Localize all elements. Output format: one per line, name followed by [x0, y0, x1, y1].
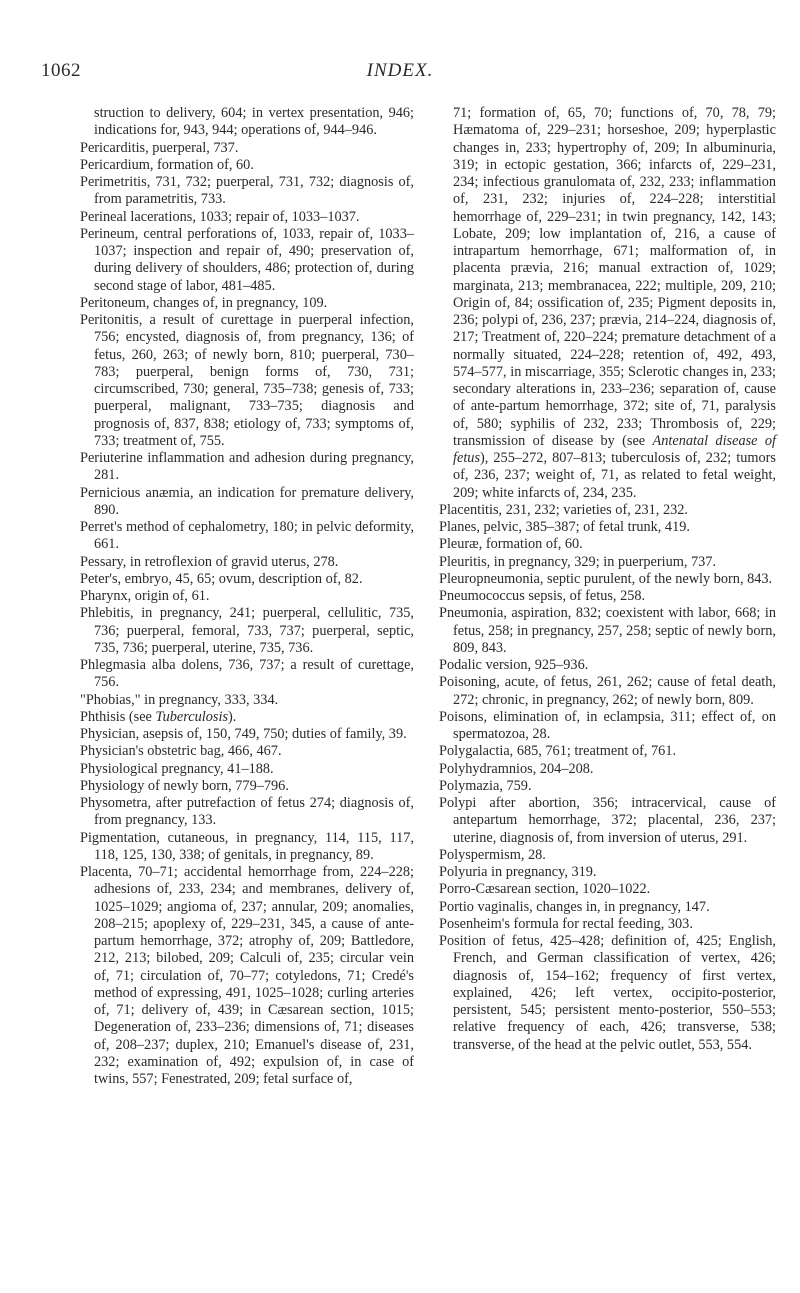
index-entry: Pigmentation, cutaneous, in pregnancy, 114, 115, 117, 118, 125, 130, 338; of genitals, in pregnancy, 89. — [80, 829, 414, 863]
index-entry: Perineum, central perforations of, 1033, repair of, 1033–1037; inspection and repair of, 490; preservation of, during delivery of shoulders, 486; protection of, during second stage of labor, 481–485. — [80, 225, 414, 294]
index-entry: Peter's, embryo, 45, 65; ovum, description of, 82. — [80, 570, 363, 587]
index-entry: Perimetritis, 731, 732; puerperal, 731, 732; diagnosis of, from parametritis, 733. — [80, 174, 414, 208]
running-title: INDEX. — [366, 60, 434, 81]
index-entry: Perret's method of cephalometry, 180; in pelvic deformity, 661. — [80, 519, 414, 553]
index-entry: Poisoning, acute, of fetus, 261, 262; cause of fetal death, 272; chronic, in pregnancy, 262; of newly born, 809. — [439, 674, 776, 708]
index-entry: Polyhydramnios, 204–208. — [439, 760, 594, 777]
index-entry: Phlebitis, in pregnancy, 241; puerperal, cellulitic, 735, 736; puerperal, femoral, 733, 737; puerperal, septic, 735, 736; puerperal, uterine, 735, 736. — [80, 605, 414, 656]
index-entry: Physician's obstetric bag, 466, 467. — [80, 743, 282, 760]
index-entry: Portio vaginalis, changes in, in pregnancy, 147. — [439, 898, 710, 915]
index-entry: Periuterine inflammation and adhesion during pregnancy, 281. — [80, 450, 414, 484]
index-entry: Peritonitis, a result of curettage in puerperal infection, 756; encysted, diagnosis of, from pregnancy, 136; of fetus, 260, 263; of newly born, 810; puerperal, 730–783; puerperal, benign forms of, 730, 731; circumscribed, 730; general, 735–738; genesis of, 733; puerperal, malignant, 733–735; diagnosis and prognosis of, 837, 838; etiology of, 733; symptoms of, 733; treatment of, 755. — [80, 312, 414, 449]
index-entry: Poisons, elimination of, in eclampsia, 311; effect of, on spermatozoa, 28. — [439, 708, 776, 742]
index-entry: Physiological pregnancy, 41–188. — [80, 760, 274, 777]
index-entry: Placenta, 70–71; accidental hemorrhage from, 224–228; adhesions of, 233, 234; and membranes, delivery of, 1025–1029; angioma of, 237; annular, 209; anomalies, 208–215; apoplexy of, 229–231, 345, a cause of ante-partum hemorrhage, 372; atrophy of, 209; Battledore, 212, 213; bilobed, 209; Calculi of, 235; circular vein of, 71; circulation of, 70–77; cotyledons, 71; Credé's method of expressing, 491, 1025–1028; curling arteries of, 71; delivery of, 439; in Cæsarean section, 1015; Degeneration of, 233–236; dimensions of, 71; diseases of, 208–237; duplex, 210; Emanuel's disease of, 231, 232; examination of, 492; expulsion of, in case of twins, 557; Fenestrated, 209; fetal surface of, — [80, 864, 414, 1087]
index-entry: Pleuræ, formation of, 60. — [439, 536, 583, 553]
index-entry: Position of fetus, 425–428; definition of, 425; English, French, and German classification of vertex, 426; diagnosis of, 154–162; frequency of first vertex, explained, 426; left vertex, occipito-posterior, persistent, 545; persistent mento-posterior, 550–553; relative frequency of each, 426; transverse, 538; transverse, of the head at the pelvic outlet, 553, 554. — [439, 933, 776, 1053]
index-entry: struction to delivery, 604; in vertex presentation, 946; indications for, 943, 944; operations of, 944–946. — [94, 105, 414, 139]
index-entry: Pernicious anæmia, an indication for premature delivery, 890. — [80, 484, 414, 518]
index-entry: Pessary, in retroflexion of gravid uterus, 278. — [80, 553, 339, 570]
index-entry: Physometra, after putrefaction of fetus 274; diagnosis of, from pregnancy, 133. — [80, 795, 414, 829]
index-entry: Polyuria in pregnancy, 319. — [439, 864, 597, 880]
index-entry: Perineal lacerations, 1033; repair of, 1033–1037. — [80, 208, 360, 225]
index-entry: Pharynx, origin of, 61. — [80, 588, 210, 604]
index-entry: Pneumococcus sepsis, of fetus, 258. — [439, 588, 646, 604]
index-entry: Phlegmasia alba dolens, 736, 737; a result of curettage, 756. — [80, 657, 414, 691]
index-entry: Pleuropneumonia, septic purulent, of the newly born, 843. — [439, 570, 773, 587]
index-entry: Polygalactia, 685, 761; treatment of, 761. — [439, 743, 677, 760]
index-entry: Pleuritis, in pregnancy, 329; in puerperium, 737. — [439, 553, 717, 570]
index-entry: Pericardium, formation of, 60. — [80, 156, 254, 173]
index-entry: Phthisis (see Tuberculosis). — [80, 708, 237, 725]
left-column — [80, 105, 414, 1088]
index-entry: Podalic version, 925–936. — [439, 657, 589, 673]
index-entry: Physician, asepsis of, 150, 749, 750; duties of family, 39. — [80, 726, 407, 742]
index-entry: Pericarditis, puerperal, 737. — [80, 139, 239, 156]
index-entry: Polypi after abortion, 356; intracervical, cause of antepartum hemorrhage, 372; placental, 236, 237; uterine, diagnosis of, from inversion of uterus, 291. — [439, 795, 776, 846]
page-number: 1062 — [41, 60, 81, 81]
index-entry: Porro-Cæsarean section, 1020–1022. — [439, 881, 651, 898]
right-column — [439, 105, 776, 1054]
index-entry: 71; formation of, 65, 70; functions of, 70, 78, 79; Hæmatoma of, 229–231; horseshoe, 209; hyperplastic changes in, 233; hypertrophy of, 209; In albuminuria, 319; in ectopic gestation, 366; infarcts of, 229–231, 234; infectious granulomata of, 232, 233; inflammation of, 231, 232; injuries of, 224–228; interstitial hemorrhage of, 229–231; in twin pregnancy, 142, 143; Lobate, 209; low implantation of, 216, a cause of intrapartum hemorrhage, 671; malformation of, in placenta prævia, 216; manual extraction of, 1029; marginata, 213; membranacea, 222; multiple, 209, 210; Origin of, 84; ossification of, 235; Pigment deposits in, 236; polypi of, 236, 237; prævia, 214–224, diagnosis of, 217; Treatment of, 220–224; premature detachment of a normally situated, 224–228; retention of, 492, 493, 574–577, in miscarriage, 355; Sclerotic changes in, 233; secondary alterations in, 233–236; separation of, cause of ante-partum hemorrhage, 372; site of, 71, paralysis of, 580; syphilis of 232, 233; Thrombosis of, 229; transmission of disease by (see Antenatal disease of fetus), 255–272, 807–813; tuberculosis of, 232; tumors of, 236, 237; weight of, 71, as related to fetal weight, 209; white infarcts of, 234, 235. — [453, 105, 776, 501]
index-entry: "Phobias," in pregnancy, 333, 334. — [80, 691, 279, 708]
index-entry: Pneumonia, aspiration, 832; coexistent with labor, 668; in fetus, 258; in pregnancy, 257, 258; septic of newly born, 809, 843. — [439, 605, 776, 656]
index-entry: Posenheim's formula for rectal feeding, 303. — [439, 915, 693, 932]
index-entry: Polyspermism, 28. — [439, 846, 546, 863]
index-entry: Planes, pelvic, 385–387; of fetal trunk, 419. — [439, 519, 690, 535]
index-entry: Physiology of newly born, 779–796. — [80, 777, 289, 794]
index-entry: Placentitis, 231, 232; varieties of, 231, 232. — [439, 501, 688, 518]
index-entry: Polymazia, 759. — [439, 777, 532, 794]
index-entry: Peritoneum, changes of, in pregnancy, 109. — [80, 294, 328, 311]
